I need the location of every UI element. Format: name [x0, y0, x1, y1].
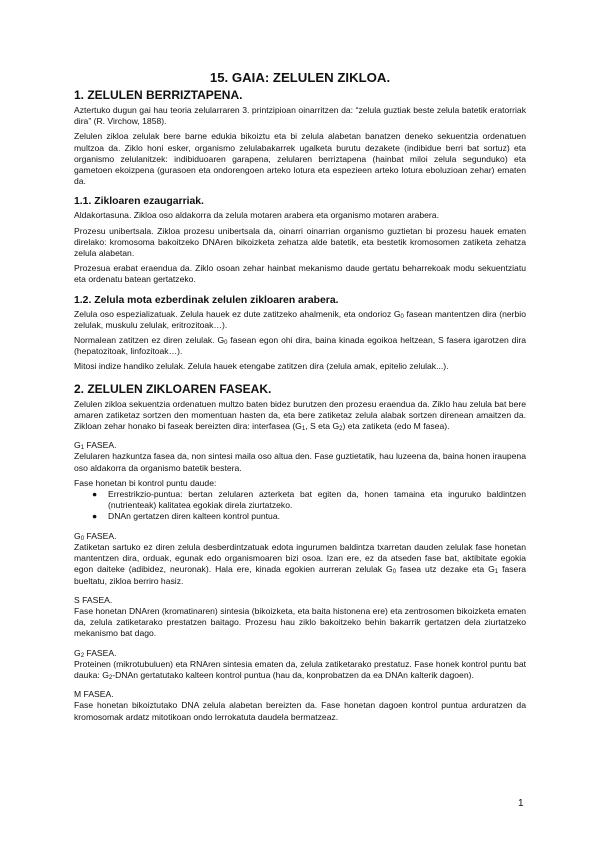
section-1-paragraph-1: Aztertuko dugun gai hau teoria zelularraren 3. printzipioan oinarritzen da: “zelula guztiak beste zelula batetik eratorriak dira” (R. Virchow, 1858).	[74, 105, 526, 127]
section-heading-2: 2. ZELULEN ZIKLOAREN FASEAK.	[74, 381, 272, 396]
m-phase-paragraph: Fase honetan bikoiztutako DNA zelula alabetan bereizten da. Fase honetan dagoen kontrol puntua arduratzen da kromosomak ardatz mitotikoan ondo lerrokatuta daudela bermatzeaz.	[74, 700, 526, 722]
g2-phase-label: $G_2$ FASEA.	[74, 647, 117, 659]
checkpoint-list	[74, 489, 526, 523]
section-1-2-paragraph-3: Mitosi indize handiko zelulak. Zelula hauek etengabe zatitzen dira (zelula amak, epitelio zelulak...).	[74, 361, 449, 372]
s-phase-paragraph: Fase honetan DNAren (kromatinaren) sintesia (bikoizketa, eta baita histonena ere) eta zentrosomen bikoizketa ematen da, zelula zatiketarako prestatzen baitago. Prozesu hau ziklo bakoitzeko behin bakarrik gertatzen dela ziurtatzeko mekanismo bat dago.	[74, 605, 526, 639]
document-page	[74, 70, 526, 727]
section-heading-1-1: 1.1. Zikloaren ezaugarriak.	[74, 196, 204, 208]
list-item: ● DNAn gertatzen diren kalteen kontrol puntua.	[92, 511, 280, 522]
section-1-2-paragraph-2: Normalean zatitzen ez diren zelulak. $G_0$ fasean egon ohi dira, baina kinada egoikoa heltzean, S fasera igarotzen dira (hepatozitoak, linfozitoak…).	[74, 335, 526, 357]
section-1-1-paragraph-2: Prozesu unibertsala. Zikloa prozesu unibertsala da, oinarri oinarrian organismo guztietan bi prozesu hauek ematen direlako: kromosoma bakoitzeko DNAren bikoizketa zehatza alde batetik, eta bestetik kromosomen zatiketa zehatza zelula alabetan.	[74, 225, 526, 259]
g1-phase-label: $G_1$ FASEA.	[74, 440, 117, 452]
list-item: ● Errestrikzio-puntua: bertan zelularen azterketa bat egiten da, honen tamaina eta inguruko baldintzen (nutrienteak) kalitatea egokiak direla ziurtatzeko.	[92, 489, 526, 511]
page-number: 1	[518, 798, 524, 809]
bullet-icon: ●	[92, 511, 98, 522]
g2-paragraph: Proteinen (mikrotubuluen) eta RNAren sintesia ematen da, zelula zatiketarako prestatuz. Fase honek kontrol puntu bat dauka: $G_2$-DNAn gertatutako kalteen kontrol puntua (hau da, konprobatzen da ea DNAn kalterik dagoen).	[74, 658, 526, 681]
section-1-1-paragraph-1: Aldakortasuna. Zikloa oso aldakorra da zelula motaren arabera eta organismo motaren arabera.	[74, 210, 439, 221]
g0-phase-label: $G_0$ FASEA.	[74, 530, 117, 542]
section-2-paragraph-1: Zelulen zikloa sekuentzia ordenatuen multzo baten bidez burutzen den prozesu eraendua da. Ziklo hau zelula bat bere amaren zatiketaz sortzen den momentuan hasten da, eta bere zatiketaz zelula alabak sortzen direnean amaitzen da. Zikloan zehar honako bi faseak bereizten dira: interfasea ($G_1$, S eta $G_2$) eta zatiketa (edo M fasea).	[74, 398, 526, 433]
section-1-2-paragraph-1: Zelula oso espezializatuak. Zelula hauek ez dute zatitzeko ahalmenik, eta ondorioz $G_0$ fasean mantentzen dira (nerbio zelulak, muskulu zelulak, eritrozitoak…).	[74, 308, 526, 330]
bullet-icon: ●	[92, 489, 98, 500]
g0-paragraph: Zatiketan sartuko ez diren zelula desberdintzatuak edota ingurumen baldintza txarretan dauden zelulak fase honetan mantentzen dira, orduak, egunak edo organismoaren bizi osoa. Izan ere, ez da atseden fase bat, aktibitate egokia egon daiteke (adibidez, neuronak). Hala ere, kinada egokien aurreran zelulak $G_0$ fasea utz dezake eta $G_1$ fasera bueltatu, zikloa berriro hasiz.	[74, 541, 526, 586]
s-phase-label: S FASEA.	[74, 594, 113, 605]
section-heading-1: 1. ZELULEN BERRIZTAPENA.	[74, 88, 243, 102]
m-phase-label: M FASEA.	[74, 689, 114, 700]
g1-paragraph-1: Zelularen hazkuntza fasea da, non sintesi maila oso altua den. Fase guztietatik, hau luzeena da, baina honen iraupena oso aldakorra da organismo batetik bestera.	[74, 451, 526, 473]
section-1-1-paragraph-3: Prozesua erabat eraendua da. Ziklo osoan zehar hainbat mekanismo daude gertatu beharrekoak modu sekuentziatu eta ordenatu batean gertatzeko.	[74, 263, 526, 285]
section-heading-1-2: 1.2. Zelula mota ezberdinak zelulen zikloaren arabera.	[74, 294, 339, 306]
g1-paragraph-2: Fase honetan bi kontrol puntu daude:	[74, 477, 217, 488]
section-1-paragraph-2: Zelulen zikloa zelulak bere barne edukia bikoiztu eta bi zelula alabetan banatzen deneko sekuentzia ordenatuen multzoa da. Ziklo honi esker, organismo zelulabakarrek ugalketa burutu dezakete (indibidue berri bat sortuz) eta organismo zelulanitzek: indibiduoaren garapena, zelularen berriztapena (hainbat miloi zelula segunduko) eta gametoen ekoizpena (gurasoen eta ondorengoen arteko lotura eta espezieen arteko lotura eboluzioan zehar) ematen da.	[74, 131, 526, 187]
page-title: 15. GAIA: ZELULEN ZIKLOA.	[209, 70, 391, 85]
